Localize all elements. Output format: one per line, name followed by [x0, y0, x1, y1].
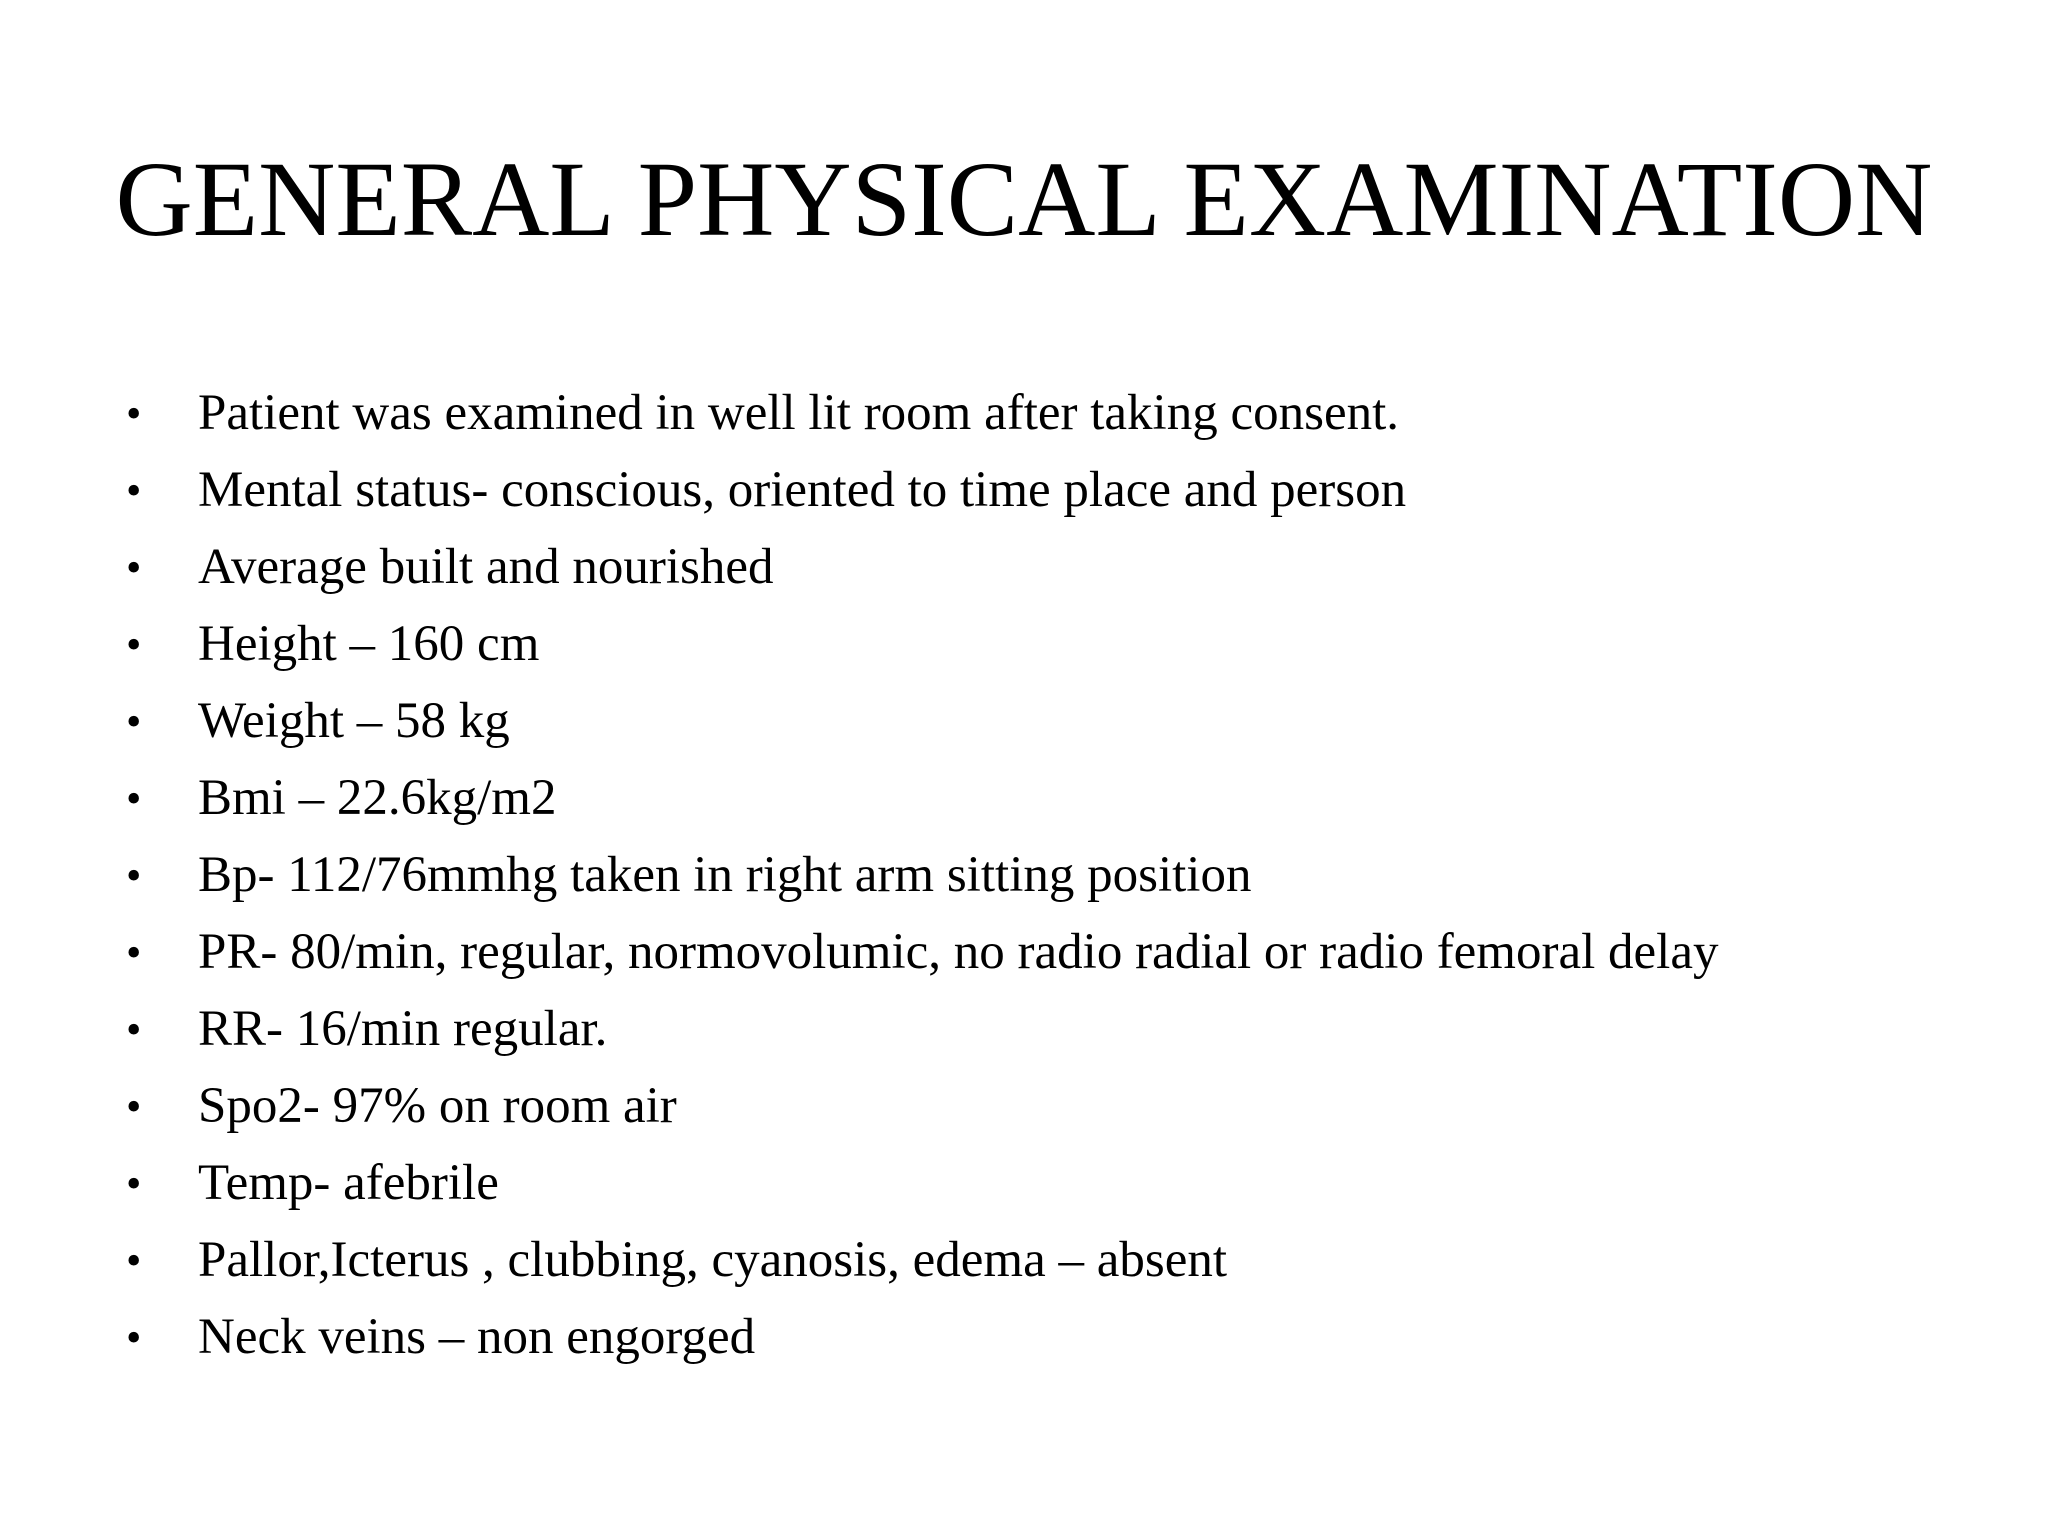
list-item-text: Weight – 58 kg: [198, 693, 510, 749]
list-item-text: RR- 16/min regular.: [198, 1001, 608, 1057]
list-item: [0, 1299, 2048, 1376]
bullet-icon: •: [126, 928, 142, 977]
bullet-icon: •: [126, 697, 142, 746]
list-item: [0, 606, 2048, 683]
bullet-icon: •: [126, 851, 142, 900]
list-item-text: Bp- 112/76mmhg taken in right arm sitting position: [198, 847, 1252, 903]
bullet-icon: •: [126, 1159, 142, 1208]
list-item-text: PR- 80/min, regular, normovolumic, no radio radial or radio femoral delay: [198, 924, 1719, 980]
bullet-list: [0, 375, 2048, 1376]
list-item-text: Pallor,Icterus , clubbing, cyanosis, edema – absent: [198, 1232, 1228, 1288]
bullet-icon: •: [126, 466, 142, 515]
bullet-icon: •: [126, 389, 142, 438]
list-item: [0, 452, 2048, 529]
bullet-icon: •: [126, 543, 142, 592]
bullet-icon: •: [126, 774, 142, 823]
list-item-text: Mental status- conscious, oriented to time place and person: [198, 462, 1407, 518]
bullet-icon: •: [126, 620, 142, 669]
list-item-text: Spo2- 97% on room air: [198, 1078, 677, 1134]
slide-title: GENERAL PHYSICAL EXAMINATION: [115, 141, 1933, 259]
list-item-text: Height – 160 cm: [198, 616, 540, 672]
bullet-icon: •: [126, 1236, 142, 1285]
list-item: [0, 914, 2048, 991]
list-item: [0, 991, 2048, 1068]
list-item-text: Temp- afebrile: [198, 1155, 499, 1211]
list-item: [0, 1068, 2048, 1145]
list-item: [0, 375, 2048, 452]
list-item-text: Patient was examined in well lit room after taking consent.: [198, 385, 1400, 441]
bullet-icon: •: [126, 1082, 142, 1131]
list-item: [0, 837, 2048, 914]
list-item: [0, 760, 2048, 837]
list-item: [0, 1145, 2048, 1222]
list-item-text: Bmi – 22.6kg/m2: [198, 770, 557, 826]
bullet-icon: •: [126, 1005, 142, 1054]
list-item: [0, 1222, 2048, 1299]
list-item: [0, 529, 2048, 606]
list-item-text: Average built and nourished: [198, 539, 774, 595]
list-item: [0, 683, 2048, 760]
list-item-text: Neck veins – non engorged: [198, 1309, 756, 1365]
bullet-icon: •: [126, 1313, 142, 1362]
